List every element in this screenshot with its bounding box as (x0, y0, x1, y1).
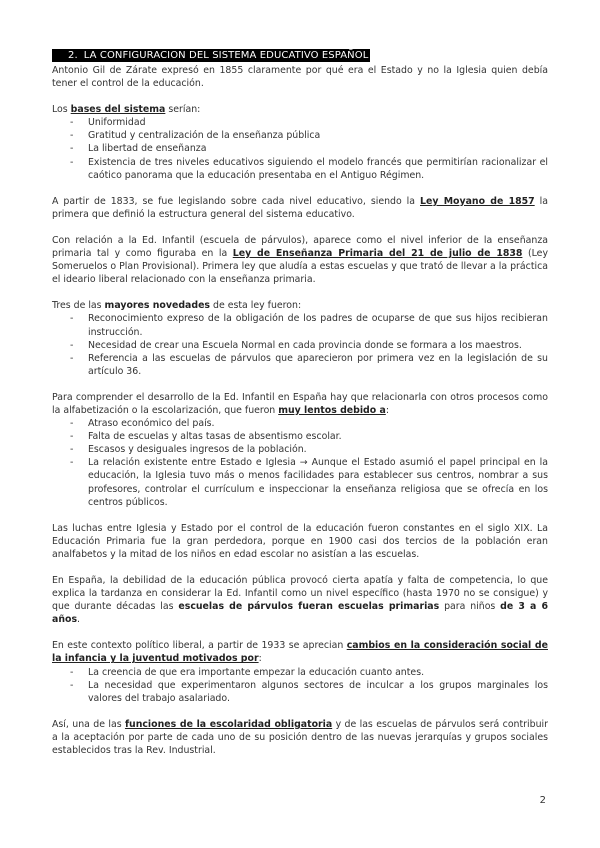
list-item: - Gratitud y centralización de la enseñanza pública (52, 129, 548, 142)
list-item: - La necesidad que experimentaron algunos sectores de inculcar a los grupos marginales los valores del trabajo asalariado. (52, 679, 548, 705)
infantil-post: (Ley Someruelos o Plan Provisional). Primera ley que aludía a estas escuelas y que trató de llevar a la práctica el ideario liberal relacionado con la enseñanza primaria. (52, 248, 548, 286)
bases-list (52, 116, 548, 181)
funciones-pre: Así, una de las (52, 718, 125, 730)
funciones-post: y de las escuelas de párvulos será contribuir a la aceptación por parte de cada uno de su posición dentro de las nuevas jerarquías y grupos sociales establecidos tras la Rev. Industrial. (52, 718, 548, 757)
bases-intro (52, 103, 548, 116)
list-item: - Atraso económico del país. (52, 417, 548, 430)
cambios-post: : (258, 653, 262, 665)
debilidad-pre: En España, la debilidad de la educación pública provocó cierta apatía y falta de competencia, lo que explica la tardanza en considerar la Ed. Infantil como un nivel específico (hasta 1970 no se consigue) y que durante décadas las (52, 575, 548, 613)
list-item: - Reconocimiento expreso de la obligación de los padres de ocuparse de que sus hijos recibieran instrucción. (52, 312, 548, 338)
list-item: - La libertad de enseñanza (52, 142, 548, 155)
novedades-pre: Tres de las (52, 300, 105, 312)
edad-emphasis: de 3 a 6 años (52, 601, 549, 626)
novedades-post: de esta ley fueron: (210, 300, 302, 312)
list-item: - La relación existente entre Estado e Iglesia → Aunque el Estado asumió el papel principal en la educación, la Iglesia tuvo más o menos facilidades para establecer sus centros, nombrar a sus profesores, controlar el currículum e inspeccionar la enseñanza religiosa que se ofrecía en los centros públicos. (52, 456, 548, 508)
list-item: - Escasos y desiguales ingresos de la población. (52, 443, 548, 456)
debilidad-mid: para niños (439, 601, 501, 613)
funciones-paragraph (52, 718, 548, 757)
moyano-pre: A partir de 1833, se fue legislando sobre cada nivel educativo, siendo la (52, 195, 420, 207)
bases-post: serían: (165, 104, 201, 116)
novedades-intro (52, 299, 548, 312)
escuelas-parvulos-emphasis: escuelas de párvulos fueran escuelas primarias (178, 601, 440, 613)
lentos-list (52, 417, 548, 509)
section-title: LA CONFIGURACION DEL SISTEMA EDUCATIVO ESPAÑOL (83, 50, 369, 61)
cambios-pre: En este contexto político liberal, a partir de 1933 se aprecian (52, 640, 347, 652)
debilidad-paragraph (52, 574, 548, 626)
list-item: - Referencia a las escuelas de párvulos que aparecieron por primera vez en la legislación de su artículo 36. (52, 352, 548, 378)
moyano-post: la primera que definió la estructura general del sistema educativo. (52, 195, 548, 220)
list-item: - Uniformidad (52, 116, 548, 129)
funciones-emphasis: funciones de la escolaridad obligatoria (124, 718, 333, 730)
page-number: 2 (539, 795, 546, 806)
cambios-list (52, 666, 548, 705)
debilidad-post: . (77, 614, 81, 626)
novedades-emphasis: mayores novedades (104, 300, 211, 312)
list-item: - Necesidad de crear una Escuela Normal en cada provincia donde se formara a los maestros. (52, 339, 548, 352)
page-content (52, 49, 548, 770)
bases-pre: Los (52, 104, 71, 116)
lentos-pre: Para comprender el desarrollo de la Ed. Infantil en España hay que relacionarla con otros procesos como la alfabetización o la escolarización, que fueron (52, 391, 548, 416)
cambios-intro (52, 639, 548, 665)
list-item: - Existencia de tres niveles educativos siguiendo el modelo francés que permitirían racionalizar el caótico panorama que la educación presentaba en el Antiguo Régimen. (52, 156, 548, 182)
cambios-emphasis: cambios en la consideración social de la infancia y la juventud motivados por (52, 640, 548, 665)
luchas-paragraph: Las luchas entre Iglesia y Estado por el control de la educación fueron constantes en el siglo XIX. La Educación Primaria fue la gran perdedora, porque en 1900 casi dos tercios de la población eran analfabetos y la mitad de los niños en edad escolar no asistían a las escuelas. (52, 522, 548, 560)
intro-paragraph: Antonio Gil de Zárate expresó en 1855 claramente por qué era el Estado y no la Iglesia quien debía tener el control de la educación. (52, 65, 548, 90)
lentos-emphasis: muy lentos debido a (278, 404, 386, 416)
bases-emphasis: bases del sistema (70, 104, 166, 116)
lentos-post: : (385, 404, 389, 416)
ley-moyano-emphasis: Ley Moyano de 1857 (420, 195, 535, 207)
list-item: - La creencia de que era importante empezar la educación cuanto antes. (52, 666, 548, 679)
section-heading (52, 49, 370, 62)
lentos-intro (52, 391, 548, 417)
section-number: 2. (68, 50, 78, 61)
novedades-list (52, 312, 548, 377)
list-item: - Falta de escuelas y altas tasas de absentismo escolar. (52, 430, 548, 443)
infantil-pre: Con relación a la Ed. Infantil (escuela de párvulos), aparece como el nivel inferior de la enseñanza primaria tal y como figuraba en la (52, 234, 548, 260)
ley-1838-emphasis: Ley de Enseñanza Primaria del 21 de julio de 1838 (232, 248, 523, 260)
infantil-paragraph (52, 234, 548, 286)
moyano-paragraph (52, 195, 548, 221)
